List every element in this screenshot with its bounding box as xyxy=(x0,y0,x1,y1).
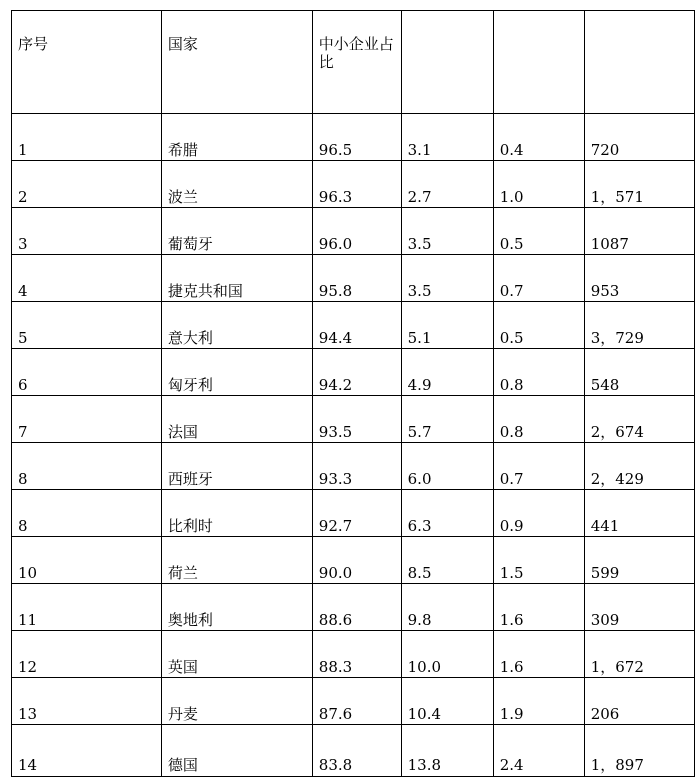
cell-col4: 3.1 xyxy=(401,114,493,161)
cell-sme-share: 94.2 xyxy=(312,349,401,396)
cell-index: 8 xyxy=(12,490,162,537)
sme-share-table xyxy=(11,10,695,777)
table-row xyxy=(12,161,695,208)
cell-col5: 2.4 xyxy=(493,725,584,777)
cell-col4: 3.5 xyxy=(401,208,493,255)
cell-col6: 720 xyxy=(584,114,694,161)
table-row xyxy=(12,537,695,584)
cell-col5: 0.8 xyxy=(493,396,584,443)
table-row xyxy=(12,208,695,255)
cell-index: 5 xyxy=(12,302,162,349)
cell-col6: 953 xyxy=(584,255,694,302)
cell-index: 14 xyxy=(12,725,162,777)
header-label: 序号 xyxy=(18,35,49,53)
table-row xyxy=(12,725,695,777)
table-row xyxy=(12,631,695,678)
cell-col6: 599 xyxy=(584,537,694,584)
cell-col4: 10.4 xyxy=(401,678,493,725)
cell-sme-share: 88.3 xyxy=(312,631,401,678)
cell-sme-share: 95.8 xyxy=(312,255,401,302)
header-cell-col6 xyxy=(584,11,694,114)
cell-country: 法国 xyxy=(161,396,312,443)
cell-col6: 206 xyxy=(584,678,694,725)
cell-col5: 0.7 xyxy=(493,255,584,302)
cell-sme-share: 96.3 xyxy=(312,161,401,208)
cell-col6: 309 xyxy=(584,584,694,631)
cell-sme-share: 92.7 xyxy=(312,490,401,537)
cell-col4: 5.7 xyxy=(401,396,493,443)
cell-col4: 8.5 xyxy=(401,537,493,584)
table-header-row xyxy=(12,11,695,114)
header-cell-col4 xyxy=(401,11,493,114)
cell-country: 意大利 xyxy=(161,302,312,349)
header-label: 国家 xyxy=(167,35,198,53)
cell-col5: 1.6 xyxy=(493,631,584,678)
cell-col5: 0.5 xyxy=(493,302,584,349)
table-row xyxy=(12,396,695,443)
cell-col6: 1，897 xyxy=(584,725,694,777)
cell-index: 1 xyxy=(12,114,162,161)
cell-col5: 0.9 xyxy=(493,490,584,537)
cell-sme-share: 94.4 xyxy=(312,302,401,349)
cell-col6: 2，429 xyxy=(584,443,694,490)
cell-col4: 2.7 xyxy=(401,161,493,208)
cell-country: 葡萄牙 xyxy=(161,208,312,255)
cell-col4: 9.8 xyxy=(401,584,493,631)
cell-sme-share: 93.3 xyxy=(312,443,401,490)
cell-col5: 1.5 xyxy=(493,537,584,584)
cell-index: 10 xyxy=(12,537,162,584)
cell-col5: 0.8 xyxy=(493,349,584,396)
cell-col6: 1087 xyxy=(584,208,694,255)
table-row xyxy=(12,443,695,490)
cell-col4: 10.0 xyxy=(401,631,493,678)
cell-country: 比利时 xyxy=(161,490,312,537)
cell-country: 西班牙 xyxy=(161,443,312,490)
cell-index: 3 xyxy=(12,208,162,255)
table-body xyxy=(12,11,695,777)
cell-col4: 13.8 xyxy=(401,725,493,777)
table-row xyxy=(12,114,695,161)
cell-index: 7 xyxy=(12,396,162,443)
table-row xyxy=(12,302,695,349)
cell-col4: 4.9 xyxy=(401,349,493,396)
cell-index: 12 xyxy=(12,631,162,678)
cell-col5: 1.0 xyxy=(493,161,584,208)
cell-col4: 5.1 xyxy=(401,302,493,349)
cell-sme-share: 87.6 xyxy=(312,678,401,725)
cell-sme-share: 90.0 xyxy=(312,537,401,584)
table-row xyxy=(12,678,695,725)
cell-country: 英国 xyxy=(161,631,312,678)
cell-country: 匈牙利 xyxy=(161,349,312,396)
cell-sme-share: 96.0 xyxy=(312,208,401,255)
cell-index: 13 xyxy=(12,678,162,725)
cell-col4: 3.5 xyxy=(401,255,493,302)
cell-col6: 548 xyxy=(584,349,694,396)
cell-sme-share: 93.5 xyxy=(312,396,401,443)
table-row xyxy=(12,255,695,302)
cell-col5: 0.5 xyxy=(493,208,584,255)
table-row xyxy=(12,349,695,396)
cell-col5: 0.7 xyxy=(493,443,584,490)
cell-index: 11 xyxy=(12,584,162,631)
cell-col6: 441 xyxy=(584,490,694,537)
cell-col4: 6.3 xyxy=(401,490,493,537)
header-cell-country xyxy=(161,11,312,114)
header-cell-col5 xyxy=(493,11,584,114)
cell-country: 丹麦 xyxy=(161,678,312,725)
cell-country: 希腊 xyxy=(161,114,312,161)
cell-col5: 1.6 xyxy=(493,584,584,631)
cell-country: 德国 xyxy=(161,725,312,777)
cell-col6: 1，571 xyxy=(584,161,694,208)
table-row xyxy=(12,490,695,537)
cell-col6: 2，674 xyxy=(584,396,694,443)
header-label: 中小企业占比 xyxy=(318,35,394,71)
cell-index: 2 xyxy=(12,161,162,208)
cell-index: 8 xyxy=(12,443,162,490)
cell-col5: 1.9 xyxy=(493,678,584,725)
table-row xyxy=(12,584,695,631)
cell-sme-share: 96.5 xyxy=(312,114,401,161)
cell-country: 奥地利 xyxy=(161,584,312,631)
cell-country: 捷克共和国 xyxy=(161,255,312,302)
cell-sme-share: 88.6 xyxy=(312,584,401,631)
cell-index: 6 xyxy=(12,349,162,396)
cell-country: 波兰 xyxy=(161,161,312,208)
cell-col6: 1，672 xyxy=(584,631,694,678)
cell-sme-share: 83.8 xyxy=(312,725,401,777)
header-cell-index xyxy=(12,11,162,114)
cell-col5: 0.4 xyxy=(493,114,584,161)
cell-col4: 6.0 xyxy=(401,443,493,490)
cell-index: 4 xyxy=(12,255,162,302)
cell-country: 荷兰 xyxy=(161,537,312,584)
header-cell-sme-share xyxy=(312,11,401,114)
cell-col6: 3，729 xyxy=(584,302,694,349)
